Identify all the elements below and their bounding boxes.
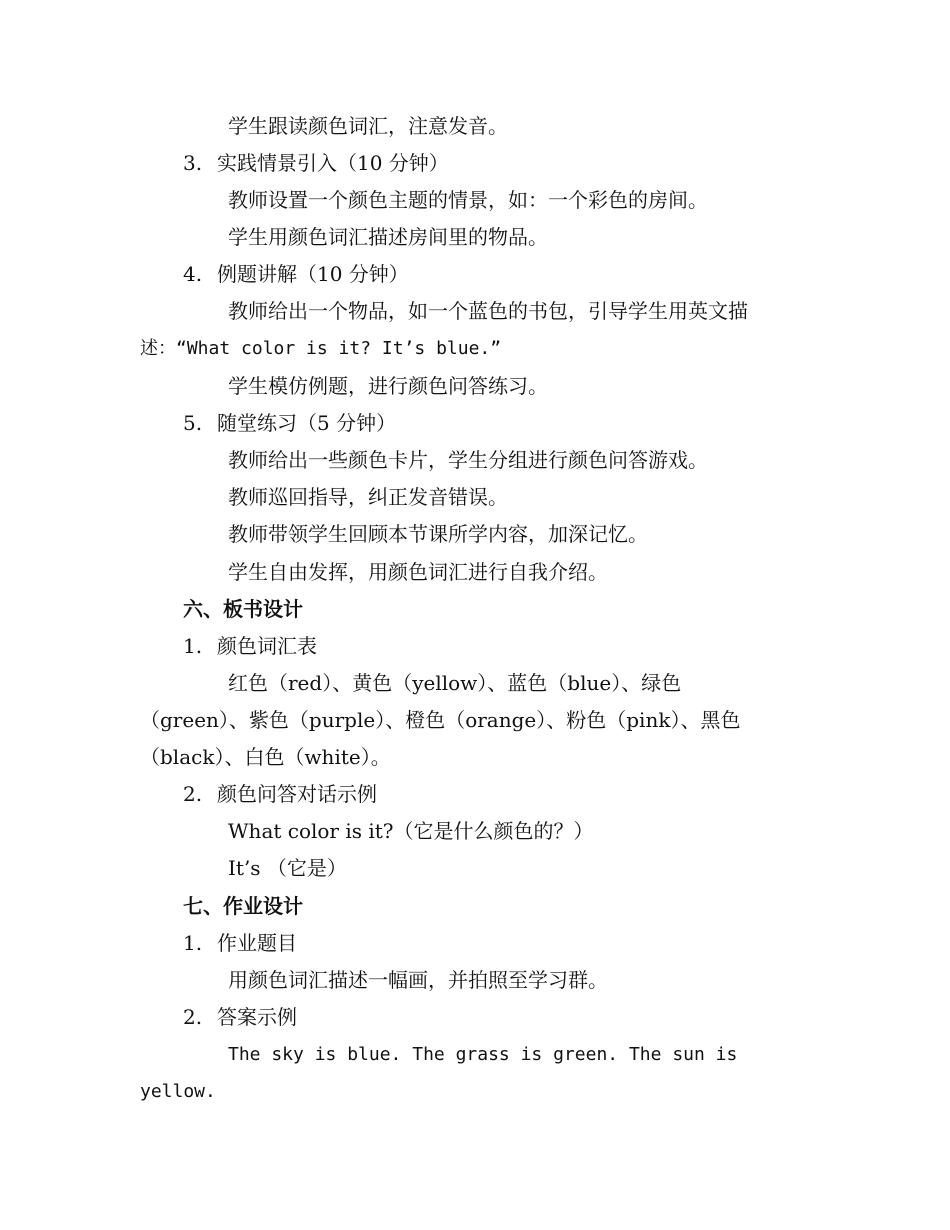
paragraph: 教师设置一个颜色主题的情景，如：一个彩色的房间。 (228, 188, 708, 212)
step-heading-3 (183, 151, 449, 175)
list-item-heading (183, 931, 297, 955)
step-heading-5 (183, 411, 396, 435)
item-title: 颜色问答对话示例 (217, 782, 377, 806)
paragraph: 教师带领学生回顾本节课所学内容，加深记忆。 (228, 522, 648, 546)
step-title: 例题讲解（10 分钟） (217, 262, 409, 286)
paragraph: 学生自由发挥，用颜色词汇进行自我介绍。 (228, 560, 608, 584)
paragraph: What color is it?（它是什么颜色的？） (228, 819, 594, 843)
step-heading-4 (183, 262, 409, 286)
paragraph-continuation: 述：“What color is it? It’s blue.” (140, 338, 502, 359)
paragraph: 红色（red）、黄色（yellow）、蓝色（blue）、绿色 (228, 671, 682, 695)
paragraph: 学生用颜色词汇描述房间里的物品。 (228, 225, 548, 249)
list-number: 5. (183, 411, 203, 435)
paragraph: 教师给出一个物品，如一个蓝色的书包，引导学生用英文描 (228, 299, 748, 323)
paragraph: It’s （它是） (228, 856, 347, 880)
paragraph: 教师给出一些颜色卡片，学生分组进行颜色问答游戏。 (228, 448, 708, 472)
paragraph: 用颜色词汇描述一幅画，并拍照至学习群。 (228, 968, 608, 992)
item-title: 答案示例 (217, 1005, 297, 1029)
paragraph-continuation: yellow. (140, 1081, 216, 1102)
list-item-heading (183, 634, 317, 658)
paragraph-continuation: （black）、白色（white）。 (140, 745, 391, 769)
list-number: 1. (183, 634, 203, 658)
list-number: 1. (183, 931, 203, 955)
step-title: 随堂练习（5 分钟） (217, 411, 397, 435)
list-number: 2. (183, 782, 203, 806)
section-heading-7: 七、作业设计 (183, 894, 303, 918)
list-number: 4. (183, 262, 203, 286)
paragraph: 教师巡回指导，纠正发音错误。 (228, 485, 508, 509)
paragraph: The sky is blue. The grass is green. The sun is (228, 1044, 738, 1065)
item-title: 颜色词汇表 (217, 634, 317, 658)
paragraph-continuation: （green）、紫色（purple）、橙色（orange）、粉色（pink）、黑色 (140, 708, 741, 732)
list-item-heading (183, 1005, 297, 1029)
paragraph: 学生模仿例题，进行颜色问答练习。 (228, 374, 548, 398)
step-title: 实践情景引入（10 分钟） (217, 151, 449, 175)
section-heading-6: 六、板书设计 (183, 597, 303, 621)
list-item-heading (183, 782, 377, 806)
item-title: 作业题目 (217, 931, 297, 955)
list-number: 2. (183, 1005, 203, 1029)
list-number: 3. (183, 151, 203, 175)
paragraph: 学生跟读颜色词汇，注意发音。 (228, 114, 508, 138)
